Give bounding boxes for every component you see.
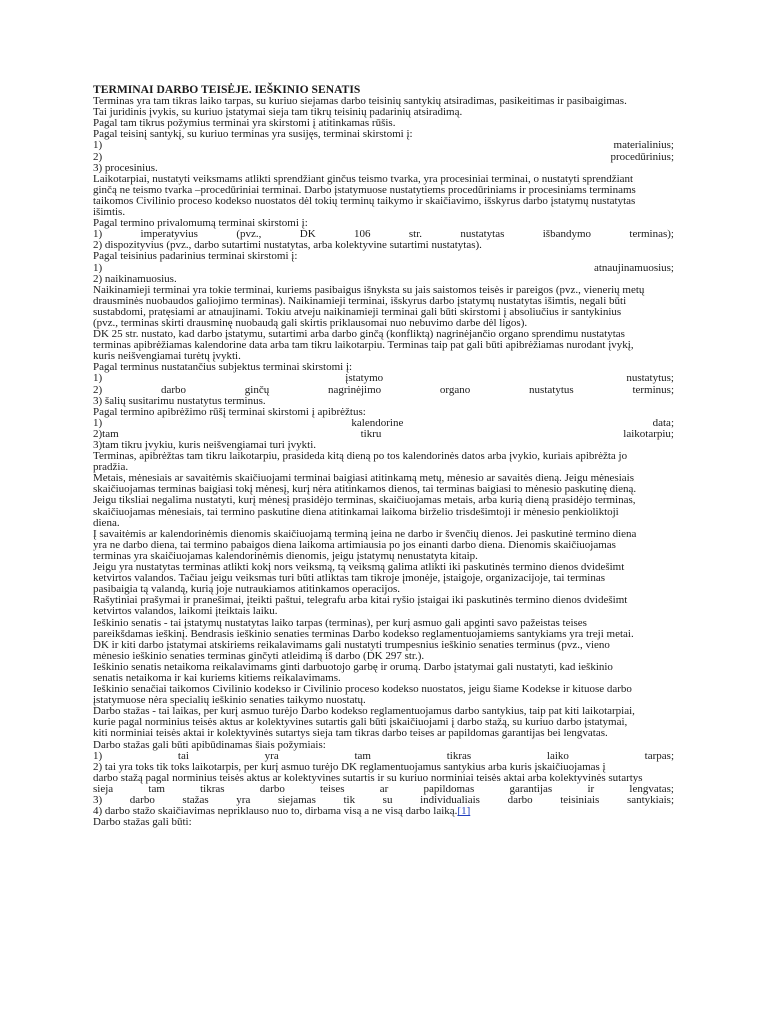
paragraph-line: Darbo stažas gali būti apibūdinamas šiais požymiais: [93,738,326,751]
paragraph-line: Jeigu tiksliai negalima nustatyti, kurį mėnesį prasidėjo terminas, skaičiuojamas metais, arba kurią dieną prasidėjo terminas, [93,494,636,507]
paragraph-line: kurie pagal norminius teisės aktus ar kolektyvines sutartis gali būti įskaičiuojami į darbo stažą, su kuriuo darbo įstatymai, [93,716,628,729]
paragraph-line: 1) tai yra tam tikras laiko tarpas; [93,749,674,762]
document-title: TERMINAI DARBO TEISĖJE. IEŠKINIO SENATIS [93,83,361,96]
paragraph-line: įstatymuose nėra specialių ieškinio senaties taikymo nuostatų. [93,694,366,707]
paragraph-line: ketvirtos valandos. Tačiau jeigu veiksmas turi būti atliktas tam tikroje įmonėje, įstaigoje, organizacijoje, tai terminas [93,572,606,585]
paragraph-line: Pagal termino privalomumą terminai skirstomi į: [93,217,308,230]
paragraph-text: 4) darbo stažo skaičiavimas nepriklauso nuo to, dirbama visą a ne visą darbo laiką. [93,805,458,818]
paragraph-line: ketvirtos valandos, laikomi įteiktais laiku. [93,605,278,618]
paragraph-line: mėnesio ieškinio senaties terminas ginčyti atleidimą iš darbo (DK 297 str.). [93,649,425,662]
paragraph-line: 3) procesinius. [93,161,158,174]
paragraph-line: 3) šalių susitarimu nustatytus terminus. [93,394,266,407]
paragraph-line: taikomos Civilinio proceso kodekso nuostatos dėl tokių terminų taikymo ir skaičiavimo, išskyrus darbo įstatymų nustatytas [93,194,636,207]
paragraph-line: Rašytiniai prašymai ir pranešimai, įteikti paštui, telegrafu arba kitai ryšio įstaigai iki paskutinės termino dienos dvidešimt [93,594,628,607]
paragraph-line: diena. [93,516,120,529]
paragraph-line: 1) materialinius; [93,139,674,152]
document-body [93,84,674,828]
paragraph-line: 2) naikinamuosius. [93,272,177,285]
paragraph-line: 2) dispozityvius (pvz., darbo sutartimi nustatytas, arba kolektyvine sutartimi nustatytas). [93,239,482,252]
paragraph-line: Terminas yra tam tikras laiko tarpas, su kuriuo siejamas darbo teisinių santykių atsiradimas, pasikeitimas ir pasibaigimas. [93,95,627,108]
paragraph-line: kiti norminiai teisės aktai ir kolektyvinės sutartys sieja tam tikras darbo teises ar papildomas garantijas bei lengvatas. [93,727,608,740]
paragraph-line: 3)tam tikru įvykiu, kuris neišvengiamai turi įvykti. [93,439,317,451]
paragraph-line: Darbo stažas - tai laikas, per kurį asmuo turėjo Darbo kodekso reglamentuojamus darbo santykius, taip pat kiti laikotarpiai, [93,705,635,718]
paragraph-line: Pagal tam tikrus požymius terminai yra skirstomi į atitinkamas rūšis. [93,117,396,130]
paragraph-line: Darbo stažas gali būti: [93,816,192,829]
paragraph-line: pareikšdamas ieškinį. Bendrasis ieškinio senaties terminas Darbo kodekso reglamentuojamiems santykiams yra treji metai. [93,627,634,640]
paragraph-line: 2)tam tikru laikotarpiu; [93,427,674,440]
paragraph-line: pradžia. [93,461,129,474]
document-text [93,96,674,806]
paragraph-line: 2) procedūrinius; [93,150,674,163]
paragraph-line: Naikinamieji terminai yra tokie terminai, kuriems pasibaigus išnyksta su jais saistomos teisės ir pareigos (pvz., vienerių metų [93,283,645,296]
paragraph-line: pasibaigia tą valandą, kurią joje nutraukiamos atitinkamos operacijos. [93,583,400,596]
paragraph-line: Jeigu yra nustatytas terminas atlikti kokį nors veiksmą, tą veiksmą galima atlikti iki paskutinės termino dienos dvidešimt [93,561,625,574]
paragraph-line: Tai juridinis įvykis, su kuriuo įstatymai sieja tam tikrų teisinių padarinių atsiradimą. [93,106,463,119]
paragraph-line: (pvz., terminas skirti drausminę nuobaudą gali skirtis priklausomai nuo nebuvimo darbe dėl ligos). [93,316,528,329]
paragraph-line: DK ir kiti darbo įstatymai atskiriems reikalavimams gali nustatyti trumpesnius ieškinio senaties terminus (pvz., vieno [93,638,610,651]
footnote-link[interactable]: [1] [457,805,471,818]
paragraph-line: 3) darbo stažas yra siejamas tik su individualiais darbo teisiniais santykiais; [93,794,674,806]
paragraph-line: Ieškinio senačiai taikomos Civilinio kodekso ir Civilinio proceso kodekso nuostatos, jeigu šiame Kodekse ir kituose darbo [93,683,632,696]
paragraph-line: DK 25 str. nustato, kad darbo įstatymu, sutartimi arba darbo ginčą (konfliktą) nagrinėjančio organo sprendimu nustatytas [93,328,625,341]
paragraph-line: Pagal teisinį santykį, su kuriuo terminas yra susijęs, terminai skirstomi į: [93,128,413,141]
paragraph-line: drausminės nuobaudos galiojimo terminas). Naikinamieji terminai, išskyrus darbo įstatymų nustatytas išimtis, negali būti [93,294,627,307]
paragraph-line: ginčą ne teismo tvarka –procedūriniai terminai. Darbo įstatymuose nustatytiems procedūriniams ir procesiniams terminams [93,183,636,196]
paragraph-line: Į savaitėmis ar kalendorinėmis dienomis skaičiuojamą terminą įeina ne darbo ir švenčių dienos. Jei paskutinė termino diena [93,527,637,540]
paragraph-line: 1) įstatymo nustatytus; [93,372,674,385]
paragraph-line: sustabdomi, pratęsiami ar atnaujinami. Tokiu atveju naikinamieji terminai gali būti skirstomi į absoliučius ir santykinius [93,305,622,318]
paragraph-line: Terminas, apibrėžtas tam tikru laikotarpiu, prasideda kitą dieną po tos kalendorinės datos arba įvykio, kuriais apibrėžta jo [93,450,628,463]
paragraph-line: yra ne darbo diena, tai termino pabaigos diena laikoma artimiausia po jos einanti darbo diena. Dienomis skaičiuojamas [93,538,616,551]
paragraph-line: skaičiuojamas mėnesiais, tai termino paskutine diena atitinkamai laikoma birželio trisdešimtoji ir mėnesio penkioliktoji [93,505,619,518]
paragraph-line: 1) imperatyvius (pvz., DK 106 str. nustatytas išbandymo terminas); [93,228,674,241]
paragraph-line: Metais, mėnesiais ar savaitėmis skaičiuojami terminai baigiasi atitinkamą metų, mėnesio ar savaitės dieną. Jeigu mėnesiais [93,472,634,485]
paragraph-line: sieja tam tikras darbo teises ar papildomas garantijas ir lengvatas; [93,782,674,795]
paragraph-line: Pagal terminus nustatančius subjektus terminai skirstomi į: [93,361,353,374]
paragraph-line: darbo stažą pagal norminius teisės aktus ar kolektyvines sutartis ir su kuriuo norminiai teisės aktai arba kolektyvinės sutartys [93,771,643,784]
paragraph-line: Pagal teisinius padarinius terminai skirstomi į: [93,250,298,263]
paragraph-line: 2) tai yra toks tik toks laikotarpis, per kurį asmuo turėjo DK reglamentuojamus santykius arba kuris įskaičiuojamas į [93,760,606,773]
paragraph-line: 1) atnaujinamuosius; [93,261,674,274]
paragraph-line: Ieškinio senatis - tai įstatymų nustatytas laiko tarpas (terminas), per kurį asmuo gali apginti savo pažeistas teises [93,616,587,629]
paragraph-line: Ieškinio senatis netaikoma reikalavimams ginti darbuotojo garbę ir orumą. Darbo įstatymai gali nustatyti, kad ieškinio [93,660,613,673]
paragraph-line: 2) darbo ginčų nagrinėjimo organo nustatytus terminus; [93,383,674,396]
paragraph-line: skaičiuojamas terminas baigiasi tokį mėnesį, kurį nėra atitinkamos dienos, tai terminas baigiasi to mėnesio paskutinę dieną. [93,483,637,496]
paragraph-line: kuris neišvengiamai turėtų įvykti. [93,350,241,363]
paragraph-line: terminas yra skaičiuojamas kalendorinėmis dienomis, jeigu įstatymų nenustatyta kitaip. [93,549,478,562]
paragraph-line: terminas apibrėžiamas kalendorine data arba tam tikru laikotarpiu. Terminas taip pat gali būti apibrėžiamas nurodant įvykį, [93,339,634,352]
paragraph-line: 1) kalendorine data; [93,416,674,429]
paragraph-line: išimtis. [93,206,126,219]
paragraph-line: Pagal termino apibrėžimo rūšį terminai skirstomi į apibrėžtus: [93,405,366,418]
paragraph-line: senatis netaikoma ir kai kuriems kitiems reikalavimams. [93,671,341,684]
paragraph-line: Laikotarpiai, nustatyti veiksmams atlikti sprendžiant ginčus teismo tvarka, yra procesiniai terminai, o nustatyti sprendžiant [93,172,634,185]
